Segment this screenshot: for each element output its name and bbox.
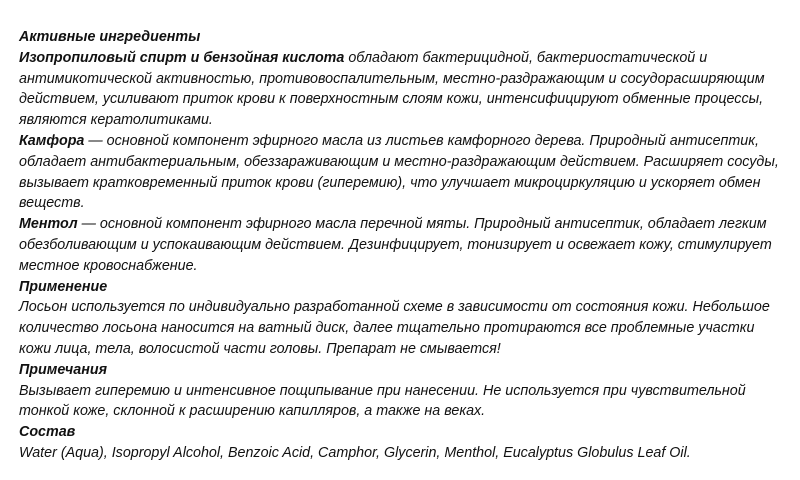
ingredient-term: Камфора <box>19 132 85 149</box>
ingredient-text: — основной компонент эфирного масла из листьев камфорного дерева. Природный антисептик, обладает антибактериальным, обеззараживающим и местно-раздражающим действием. Расширяет сосуды, вызывает кратковременный приток крови (гиперемию), что улучшает микроциркуляцию и ускоряет обмен веществ. <box>19 132 779 212</box>
ingredient-text: — основной компонент эфирного масла перечной мяты. Природный антисептик, обладает легким обезболивающим и успокаивающим действием. Дезинфицирует, тонизирует и освежает кожу, стимулирует местное кровоснабжение. <box>19 216 772 274</box>
notes-heading: Примечания <box>19 361 107 378</box>
ingredient-text: обладают бактерицидной, бактериостатической и антимикотической активностью, противовоспалительным, местно-раздражающим и сосудорасширяющим действием, усиливают приток крови к поверхностным слоям кожи, интенсифицируют обменные процессы, являются кератолитиками. <box>19 49 765 129</box>
ingredient-camphor <box>19 131 787 214</box>
composition-text: Water (Aqua), Isopropyl Alcohol, Benzoic Acid, Camphor, Glycerin, Menthol, Eucalyptus Globulus Leaf Oil. <box>19 444 691 461</box>
ingredient-term: Изопропиловый спирт и бензойная кислота <box>19 49 345 66</box>
ingredient-isopropyl-benzoic <box>19 48 787 131</box>
ingredient-term: Ментол <box>19 216 78 233</box>
product-description <box>19 27 787 464</box>
ingredient-menthol <box>19 214 787 276</box>
active-ingredients-heading: Активные ингредиенты <box>19 29 201 45</box>
notes-text: Вызывает гиперемию и интенсивное пощипывание при нанесении. Не используется при чувствительной тонкой коже, склонной к расширению капилляров, а также на веках. <box>19 382 746 420</box>
composition-heading: Состав <box>19 424 76 441</box>
usage-text: Лосьон используется по индивидуально разработанной схеме в зависимости от состояния кожи. Небольшое количество лосьона наносится на ватный диск, далее тщательно протираются все проблемные участки кожи лица, тела, волосистой части головы. Препарат не смывается! <box>19 299 770 357</box>
usage-heading: Применение <box>19 278 108 295</box>
